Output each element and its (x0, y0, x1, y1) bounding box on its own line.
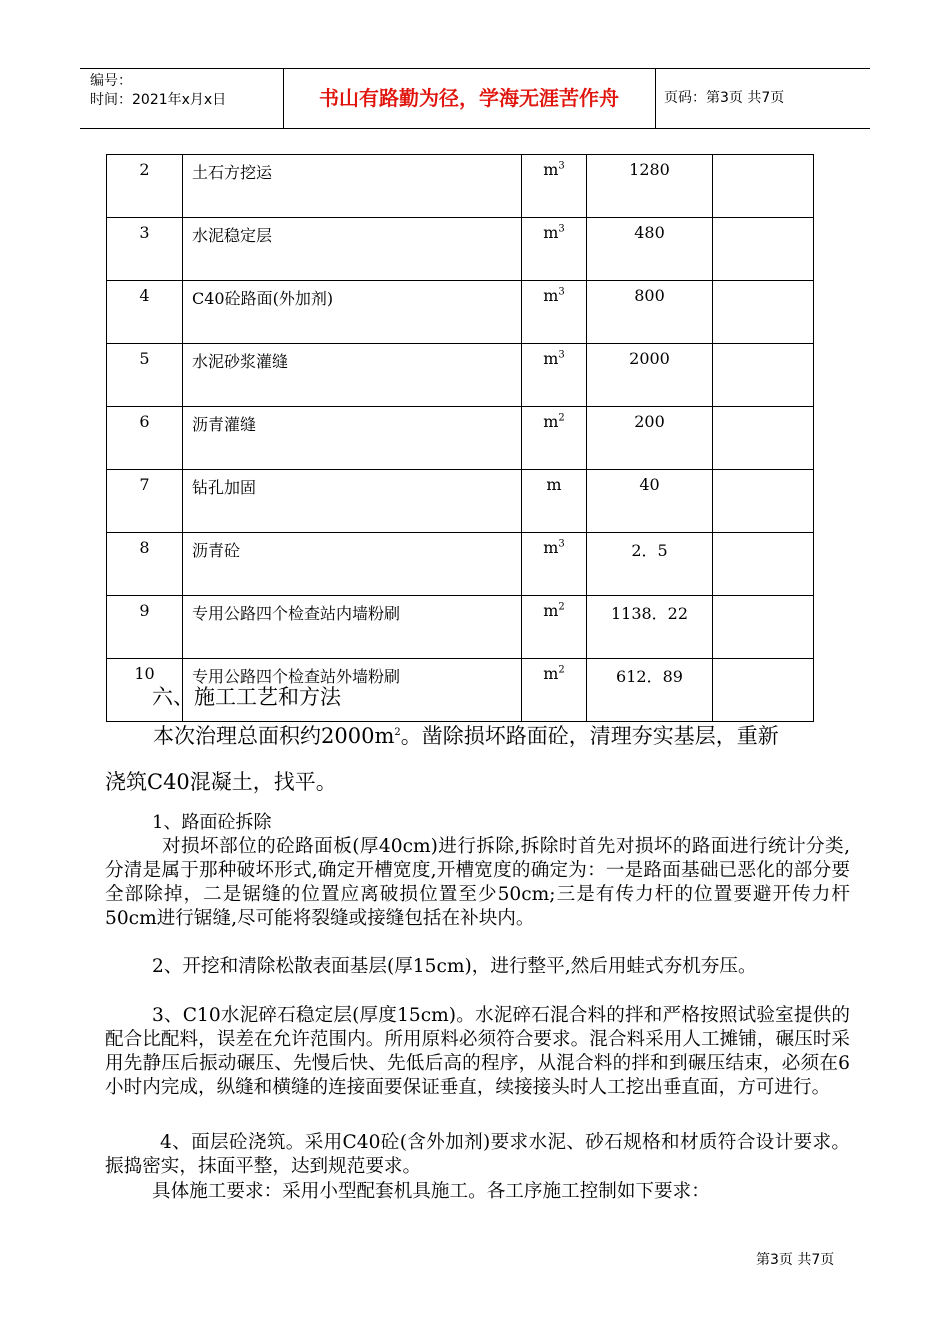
unit-text: m (543, 601, 559, 620)
paragraph: 对损坏部位的砼路面板(厚40cm)进行拆除,拆除时首先对损坏的路面进行统计分类,分清是属于那种破坏形式,确定开槽宽度,开槽宽度的确定为：一是路面基础已恶化的部分要全部除掉，二是锯缝的位置应离破损位置至少50cm;三是有传力杆的位置要避开传力杆50cm进行锯缝,尽可能将裂缝或接缝包括在补块内。 (105, 836, 850, 929)
row-number: 10 (107, 659, 183, 722)
empty-cell (713, 659, 814, 722)
paragraph: 具体施工要求：采用小型配套机具施工。各工序施工控制如下要求： (152, 1181, 710, 1202)
row-number: 4 (107, 281, 183, 344)
item-name: 水泥稳定层 (183, 218, 522, 281)
time-label: 时间：2021年x月x日 (90, 92, 227, 108)
unit-text: m (543, 349, 559, 368)
unit-cell (522, 533, 587, 596)
table-row (107, 155, 814, 218)
unit-cell (522, 407, 587, 470)
row-number: 2 (107, 155, 183, 218)
table-row (107, 218, 814, 281)
quantity: 612．89 (587, 659, 713, 722)
empty-cell (713, 533, 814, 596)
table-row (107, 596, 814, 659)
unit-exponent: 2 (558, 664, 565, 676)
row-number: 5 (107, 344, 183, 407)
empty-cell (713, 281, 814, 344)
table-row (107, 470, 814, 533)
row-number: 8 (107, 533, 183, 596)
unit-text: m (543, 223, 559, 242)
unit-text: m (543, 160, 559, 179)
table-row (107, 281, 814, 344)
unit-exponent: 3 (558, 223, 565, 235)
quantity: 40 (587, 470, 713, 533)
table-row (107, 344, 814, 407)
quantity: 1138．22 (587, 596, 713, 659)
quantities-table (106, 154, 814, 722)
paragraph: 3、C10水泥碎石稳定层(厚度15cm)。水泥碎石混合料的拌和严格按照试验室提供的配合比配料，误差在允许范围内。所用原料必须符合要求。混合料采用人工摊铺，碾压时采用先静压后振动碾压、先慢后快、先低后高的程序，从混合料的拌和到碾压结束，必须在6小时内完成，纵缝和横缝的连接面要保证垂直，续接接头时人工挖出垂直面，方可进行。 (105, 1005, 850, 1098)
row-number: 6 (107, 407, 183, 470)
row-number: 9 (107, 596, 183, 659)
unit-cell (522, 155, 587, 218)
item-name: 沥青灌缝 (183, 407, 522, 470)
quantity: 800 (587, 281, 713, 344)
header-divider (655, 68, 656, 128)
subsection-heading: 1、路面砼拆除 (152, 812, 272, 833)
row-number: 7 (107, 470, 183, 533)
empty-cell (713, 155, 814, 218)
item-name: 水泥砂浆灌缝 (183, 344, 522, 407)
item-name: 专用公路四个检查站内墙粉刷 (183, 596, 522, 659)
unit-cell (522, 659, 587, 722)
unit-exponent: 3 (558, 160, 565, 172)
empty-cell (713, 470, 814, 533)
item-name: 专用公路四个检查站外墙粉刷 (183, 659, 522, 722)
header-bottom-rule (80, 128, 870, 129)
row-number: 3 (107, 218, 183, 281)
unit-text: m (543, 538, 559, 557)
unit-cell (522, 281, 587, 344)
quantity: 2000 (587, 344, 713, 407)
unit-exponent: 3 (558, 286, 565, 298)
quantity: 480 (587, 218, 713, 281)
item-name: 沥青砼 (183, 533, 522, 596)
unit-text: m (546, 475, 562, 494)
unit-text: m (543, 664, 559, 683)
header-page-info: 页码：第3页 共7页 (664, 90, 785, 106)
unit-cell (522, 218, 587, 281)
unit-cell (522, 344, 587, 407)
header-meta (90, 72, 226, 110)
empty-cell (713, 596, 814, 659)
page-header (80, 68, 870, 128)
unit-exponent: 2 (558, 412, 565, 424)
intro-line-1 (105, 719, 850, 750)
paragraph: 4、面层砼浇筑。采用C40砼(含外加剂)要求水泥、砂石规格和材质符合设计要求。振捣密实，抹面平整，达到规范要求。 (105, 1132, 850, 1177)
intro-sup: 2 (394, 727, 401, 738)
item-name: 土石方挖运 (183, 155, 522, 218)
quantity: 1280 (587, 155, 713, 218)
unit-text: m (543, 412, 559, 431)
serial-label: 编号： (90, 73, 132, 89)
table-row (107, 407, 814, 470)
header-motto: 书山有路勤为径，学海无涯苦作舟 (319, 86, 619, 110)
item-name: 钻孔加固 (183, 470, 522, 533)
unit-text: m (543, 286, 559, 305)
paragraph: 2、开挖和清除松散表面基层(厚15cm)，进行整平,然后用蛙式夯机夯压。 (152, 956, 757, 977)
intro-text: 。凿除损坏路面砼，清理夯实基层，重新 (400, 724, 779, 748)
item-name: C40砼路面(外加剂) (183, 281, 522, 344)
intro-line-2: 浇筑C40混凝土，找平。 (105, 770, 337, 794)
intro-text: 本次治理总面积约2000m (153, 724, 395, 748)
empty-cell (713, 407, 814, 470)
table-row (107, 533, 814, 596)
unit-exponent: 3 (558, 538, 565, 550)
unit-cell (522, 596, 587, 659)
quantity: 200 (587, 407, 713, 470)
footer-page-number: 第3页 共7页 (756, 1252, 835, 1268)
quantity: 2．5 (587, 533, 713, 596)
unit-exponent: 2 (558, 601, 565, 613)
empty-cell (713, 344, 814, 407)
unit-cell (522, 470, 587, 533)
unit-exponent: 3 (558, 349, 565, 361)
empty-cell (713, 218, 814, 281)
section-title: 六、施工工艺和方法 (152, 685, 341, 709)
